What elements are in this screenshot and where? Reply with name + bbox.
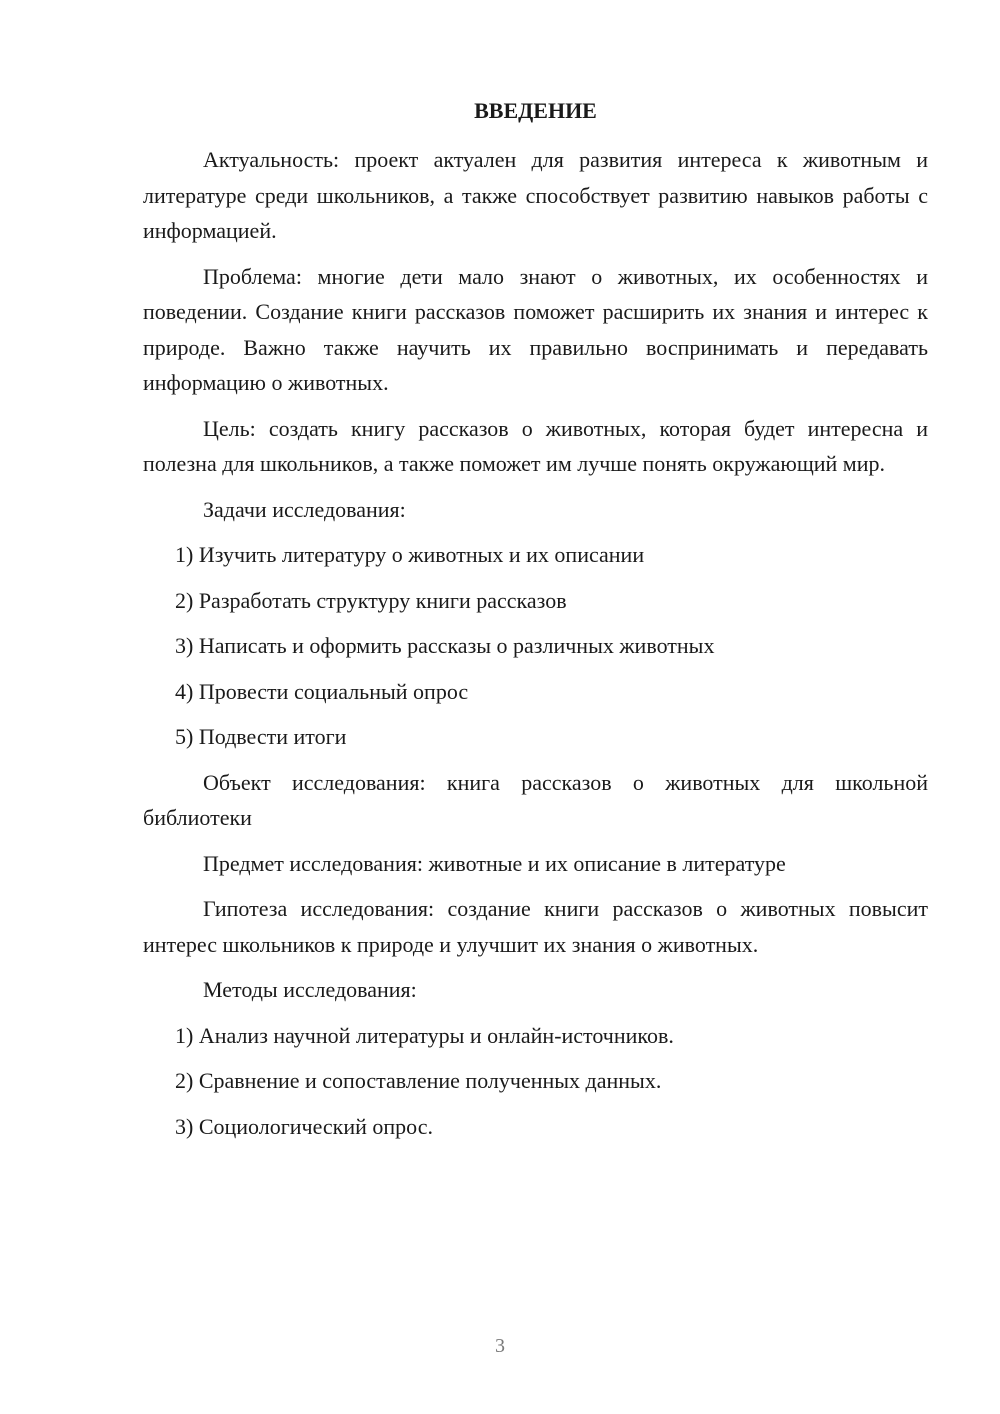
page-number: 3 (495, 1335, 505, 1357)
problem-paragraph: Проблема: многие дети мало знают о животных, их особенностях и поведении. Создание книги рассказов поможет расширить их знания и интерес к природе. Важно также научить их правильно воспринимать и передавать информацию о животных. (143, 263, 928, 395)
list-item: 2) Разработать структуру книги рассказов (175, 587, 567, 613)
list-item: 5) Подвести итоги (175, 724, 347, 749)
list-item: 2) Сравнение и сопоставление полученных данных. (175, 1068, 662, 1093)
methods-heading: Методы исследования: (203, 977, 417, 1002)
methods-list (143, 1018, 928, 1145)
tasks-list (143, 537, 928, 755)
list-item: 1) Изучить литературу о животных и их описании (175, 542, 645, 567)
document-page (143, 96, 928, 1154)
section-title: ВВЕДЕНИЕ (474, 98, 597, 123)
object-paragraph: Объект исследования: книга рассказов о животных для школьной библиотеки (143, 769, 928, 830)
tasks-heading: Задачи исследования: (203, 496, 406, 522)
relevance-paragraph: Актуальность: проект актуален для развития интереса к животным и литературе среди школьников, а также способствует развитию навыков работы с информацией. (143, 147, 928, 243)
subject-paragraph: Предмет исследования: животные и их описание в литературе (203, 850, 786, 876)
list-item: 1) Анализ научной литературы и онлайн-источников. (175, 1022, 674, 1048)
hypothesis-paragraph: Гипотеза исследования: создание книги рассказов о животных повысит интерес школьников к природе и улучшит их знания о животных. (143, 896, 928, 957)
list-item: 3) Написать и оформить рассказы о различных животных (175, 633, 715, 658)
list-item: 4) Провести социальный опрос (175, 678, 469, 704)
list-item: 3) Социологический опрос. (175, 1113, 433, 1139)
goal-paragraph: Цель: создать книгу рассказов о животных, которая будет интересна и полезна для школьников, а также поможет им лучше понять окружающий мир. (143, 415, 928, 476)
